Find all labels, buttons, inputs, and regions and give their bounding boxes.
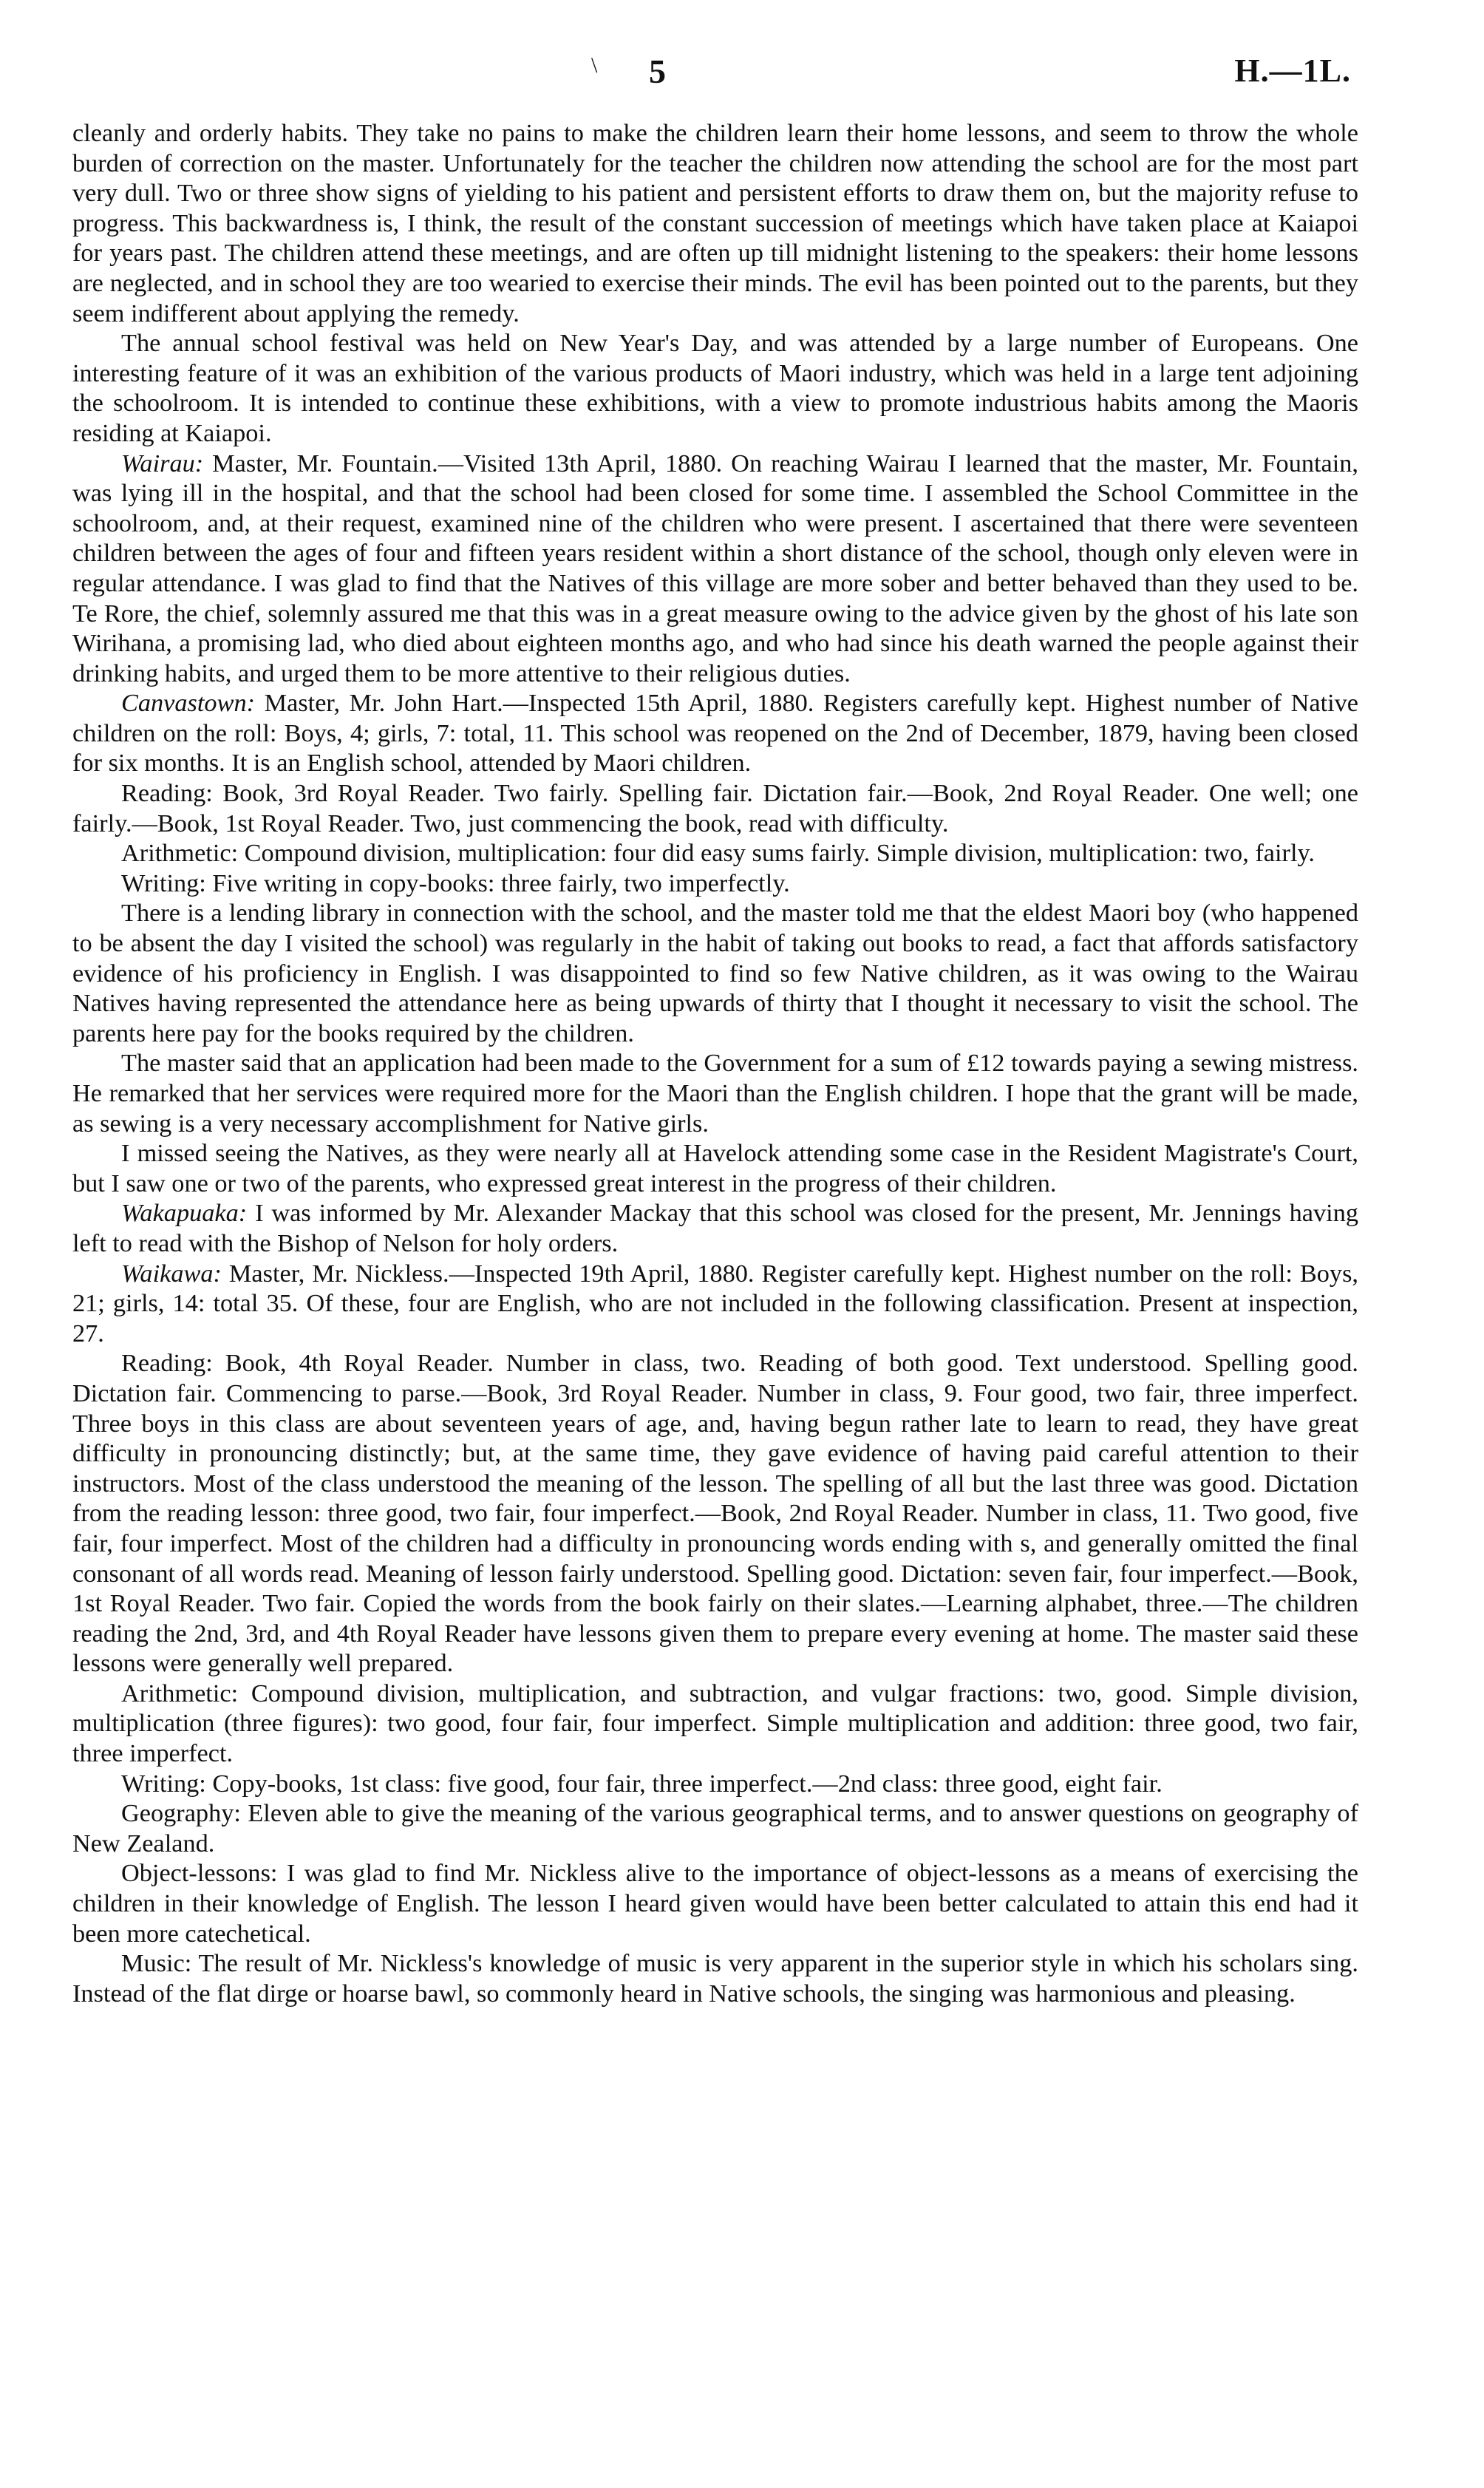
document-reference: H.—1L. (1234, 52, 1351, 89)
paragraph: Reading: Book, 3rd Royal Reader. Two fairly. Spelling fair. Dictation fair.—Book, 2nd Royal Reader. One well; one fairly.—Book, 1st Royal Reader. Two, just commencing the book, read with difficulty. (72, 779, 1358, 837)
paragraph: Arithmetic: Compound division, multiplication, and subtraction, and vulgar fractions: two, good. Simple division, multiplication (three figures): two good, four fair, four imperfect. Simple multiplication and addition: three good, two fair, three imperfect. (72, 1679, 1358, 1768)
report-body (72, 118, 1358, 2008)
paragraph: cleanly and orderly habits. They take no pains to make the children learn their home lessons, and seem to throw the whole burden of correction on the master. Unfortunately for the teacher the children now attending the school are for the most part very dull. Two or three show signs of yielding to his patient and persistent efforts to draw them on, but the majority refuse to progress. This backwardness is, I think, the result of the constant succession of meetings which have taken place at Kaiapoi for years past. The children attend these meetings, and are often up till midnight listening to the speakers: their home lessons are neglected, and in school they are too wearied to exercise their minds. The evil has been pointed out to the parents, but they seem indifferent about applying the remedy. (72, 119, 1358, 327)
paragraph: The master said that an application had been made to the Government for a sum of £12 towards paying a sewing mistress. He remarked that her services were required more for the Maori than the English children. I hope that the grant will be made, as sewing is a very necessary accomplishment for Native girls. (72, 1049, 1358, 1138)
paragraph: Reading: Book, 4th Royal Reader. Number in class, two. Reading of both good. Text understood. Spelling good. Dictation fair. Commencing to parse.—Book, 3rd Royal Reader. Number in class, 9. Four good, two fair, three imperfect. Three boys in this class are about seventeen years of age, and, having begun rather late to learn to read, they have great difficulty in pronouncing distinctly; but, at the same time, they gave evidence of having paid careful attention to their instructors. Most of the class understood the meaning of the lesson. The spelling of all but the last three was good. Dictation from the reading lesson: three good, two fair, four imperfect.—Book, 2nd Royal Reader. Number in class, 11. Two good, five fair, four imperfect. Most of the children had a difficulty in pronouncing words ending with s, and generally omitted the final consonant of all words read. Meaning of lesson fairly understood. Spelling good. Dictation: seven fair, four imperfect.—Book, 1st Royal Reader. Two fair. Copied the words from the book fairly on their slates.—Learning alphabet, three.—The children reading the 2nd, 3rd, and 4th Royal Reader have lessons given them to prepare every evening at home. The master said these lessons were generally well prepared. (72, 1349, 1358, 1678)
paragraph: Geography: Eleven able to give the meaning of the various geographical terms, and to answer questions on geography of New Zealand. (72, 1799, 1358, 1857)
school-name: Wakapuaka: (121, 1199, 248, 1228)
paragraph: Waikawa: Master, Mr. Nickless.—Inspected 19th April, 1880. Register carefully kept. Highest number on the roll: Boys, 21; girls, 14: total 35. Of these, four are English, who are not included in the following classification. Present at inspection, 27. (72, 1259, 1358, 1347)
paragraph: Wairau: Master, Mr. Fountain.—Visited 13th April, 1880. On reaching Wairau I learned that the master, Mr. Fountain, was lying ill in the hospital, and that the school had been closed for some time. I assembled the School Committee in the schoolroom, and, at their request, examined nine of the children who were present. I ascertained that there were seventeen children between the ages of four and fifteen years resident within a short distance of the school, though only eleven were in regular attendance. I was glad to find that the Natives of this village are more sober and better behaved than they used to be. Te Rore, the chief, solemnly assured me that this was in a great measure owing to the advice given by the ghost of his late son Wirihana, a promising lad, who died about eighteen months ago, and who had since his death warned the people against their drinking habits, and urged them to be more attentive to their religious duties. (72, 449, 1358, 687)
paragraph: Arithmetic: Compound division, multiplication: four did easy sums fairly. Simple division, multiplication: two, fairly. (121, 839, 1315, 868)
school-name: Canvastown: (121, 689, 256, 718)
paragraph: There is a lending library in connection with the school, and the master told me that the eldest Maori boy (who happened to be absent the day I visited the school) was regularly in the habit of taking out books to read, a fact that affords satisfactory evidence of his proficiency in English. I was disappointed to find so few Native children, as it was owing to the Wairau Natives having represented the attendance here as being upwards of thirty that I thought it necessary to visit the school. The parents here pay for the books required by the children. (72, 899, 1358, 1047)
paragraph: Canvastown: Master, Mr. John Hart.—Inspected 15th April, 1880. Registers carefully kept. Highest number of Native children on the roll: Boys, 4; girls, 7: total, 11. This school was reopened on the 2nd of December, 1879, having been closed for six months. It is an English school, attended by Maori children. (72, 689, 1358, 778)
paragraph: Object-lessons: I was glad to find Mr. Nickless alive to the importance of object-lessons as a means of exercising the children in their knowledge of English. The lesson I heard given would have been better calculated to attain this end had it been more catechetical. (72, 1859, 1358, 1948)
paragraph: I missed seeing the Natives, as they were nearly all at Havelock attending some case in the Resident Magistrate's Court, but I saw one or two of the parents, who expressed great interest in the progress of their children. (72, 1139, 1358, 1197)
paragraph: Wakapuaka: I was informed by Mr. Alexander Mackay that this school was closed for the present, Mr. Jennings having left to read with the Bishop of Nelson for holy orders. (72, 1199, 1358, 1257)
school-name: Waikawa: (121, 1259, 222, 1288)
page-header (0, 52, 1484, 96)
paragraph: The annual school festival was held on New Year's Day, and was attended by a large number of Europeans. One interesting feature of it was an exhibition of the various products of Maori industry, which was held in a large tent adjoining the schoolroom. It is intended to continue these exhibitions, with a view to promote industrious habits among the Maoris residing at Kaiapoi. (72, 329, 1358, 447)
paragraph: Music: The result of Mr. Nickless's knowledge of music is very apparent in the superior style in which his scholars sing. Instead of the flat dirge or hoarse bawl, so commonly heard in Native schools, the singing was harmonious and pleasing. (72, 1949, 1358, 2008)
school-name: Wairau: (121, 449, 204, 477)
page-number: 5 (649, 52, 666, 90)
stray-mark: \ (591, 53, 598, 78)
paragraph: Writing: Copy-books, 1st class: five good, four fair, three imperfect.—2nd class: three good, eight fair. (121, 1769, 1163, 1798)
paragraph: Writing: Five writing in copy-books: three fairly, two imperfectly. (121, 869, 790, 897)
